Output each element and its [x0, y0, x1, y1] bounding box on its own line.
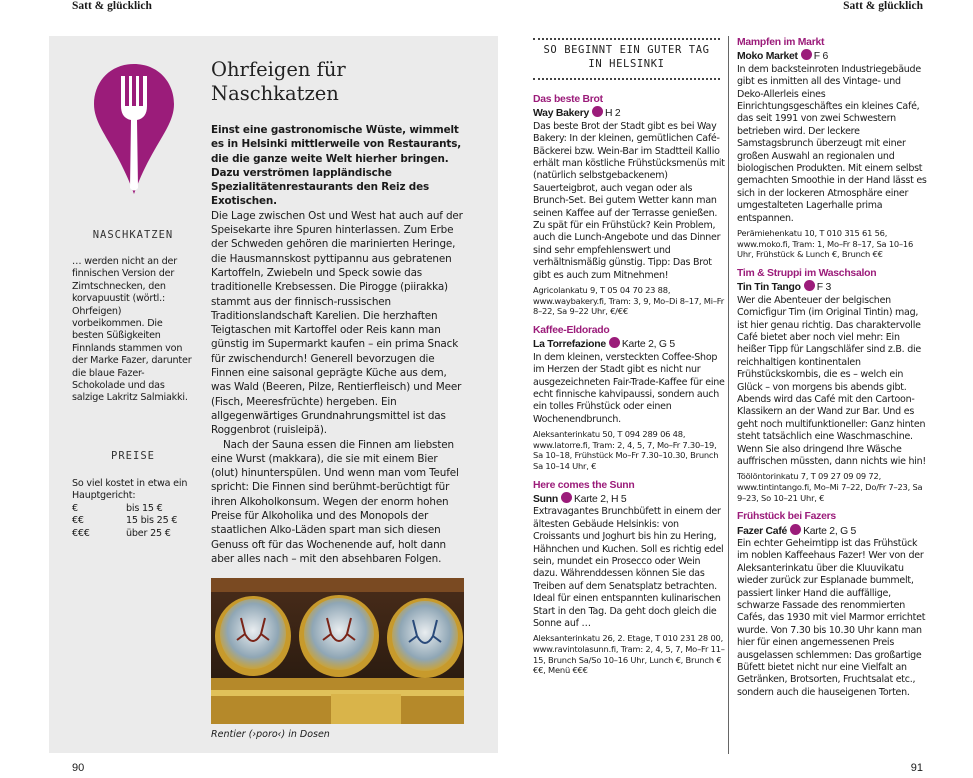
- entry-name-line: [737, 49, 930, 63]
- price-symbol: €€: [72, 515, 84, 527]
- entry-map-ref: H 2: [605, 108, 621, 120]
- title-line: Naschkatzen: [211, 82, 339, 105]
- entry-name-line: [737, 280, 930, 294]
- entry-address: Töölöntorinkatu 7, T 09 27 09 09 72, www.tintintango.fi, Mo–Mi 7–22, Do/Fr 7–23, Sa 9–23, So 10–21 Uhr, €: [737, 471, 923, 503]
- column-divider: [728, 36, 729, 754]
- entry-heading: Here comes the Sunn: [533, 479, 635, 491]
- location-pin-icon: [804, 280, 815, 291]
- entry-text: In dem kleinen, versteckten Coffee-Shop im Herzen der Stadt gibt es nicht nur ausgezeichneten Fair-Trade-Kaffee für eine echt finnische kahvipaussi, sondern auch ein tolles Frühstück oder einen Wochenendbrunch.: [533, 351, 725, 425]
- entry: [737, 511, 930, 699]
- entry-name: Sunn: [533, 493, 558, 505]
- location-pin-icon: [561, 492, 572, 503]
- naschkatzen-heading: NASCHKATZEN: [92, 229, 174, 241]
- entry: [533, 480, 726, 676]
- entry-heading: Frühstück bei Fazers: [737, 511, 836, 523]
- entry-address: Perämiehenkatu 10, T 010 315 61 56, www.moko.fi, Tram: 1, Mo–Fr 8–17, Sa 10–16 Uhr, Frühstück & Lunch €, Brunch €€: [737, 228, 914, 260]
- entry-heading: Mampfen im Markt: [737, 37, 825, 48]
- running-head-right: Satt & glücklich: [843, 0, 923, 12]
- price-row: [72, 503, 194, 515]
- article-lead: Einst eine gastronomische Wüste, wimmelt es in Helsinki mittlerweile von Restaurants, die die ganze weite Welt hierher bringen. Dazu verströmen lappländische Spezialitätenrestaurants den Reiz des Exotischen.: [211, 124, 462, 208]
- entry-name-line: [533, 337, 726, 351]
- entry-map-ref: Karte 2, G 5: [803, 525, 857, 537]
- title-line: Ohrfeigen für: [211, 58, 346, 81]
- preise-block: [72, 478, 194, 540]
- column-right: [737, 37, 930, 699]
- price-row: [72, 515, 194, 527]
- entry: [737, 37, 930, 260]
- price-value: über 25 €: [126, 527, 171, 539]
- entry-heading: Tim & Struppi im Waschsalon: [737, 267, 877, 279]
- price-value: bis 15 €: [126, 502, 163, 514]
- heading-rule-top: [533, 38, 720, 40]
- tag-heading-line: SO BEGINNT EIN GUTER TAG: [543, 44, 710, 56]
- entry-text: Extravagantes Brunchbüfett in einem der ältesten Gebäude Helsinkis: von Croissants und Joghurt bis hin zu Hering, Hähnchen und Kuchen. Soll es richtig edel sein, mundet ein Prosecco oder Wein dazu. Währenddessen können Sie das Treiben auf dem Senatsplatz betrachten. Ideal für einen entspannten kulinarischen Start in den Tag. Da geht doch gleich die Sonne auf …: [533, 506, 724, 629]
- location-pin-icon: [801, 49, 812, 60]
- entry-address: Aleksanterinkatu 50, T 094 289 06 48, www.latorre.fi, Tram: 2, 4, 5, 7, Mo–Fr 7.30–19, Sa 10–18, Frühstück Mo–Fr 7.30–10.30, Brunch Sa 10–14 Uhr, €: [533, 429, 719, 471]
- entry-name: Way Bakery: [533, 108, 590, 120]
- entry-name: Tin Tin Tango: [737, 282, 801, 294]
- entry-text: Das beste Brot der Stadt gibt es bei Way Bakery: In der kleinen, gemütlichen Café-Bäckerei bzw. Wein-Bar im Stadtteil Kallio erhält man köstliche Frühstücksmenüs mit (natürlich selbstgebackenem) Sauerteigbrot, auch vegan oder als Brunch-Set. Bei gutem Wetter kann man seinen Kaffee auf der Terrasse genießen. Zu spät für ein Frühstück? Kein Problem, auch die Lunch-Angebote und das Dinner sind sehr empfehlenswert und verhältnismäßig günstig. Tipp: Das Brot gibt es auch zum Mitnehmen!: [533, 120, 725, 281]
- entry-text: In dem backsteinroten Industriegebäude gibt es inmitten all des Vintage- und Deko-Allerleis eines Einrichtungsgeschäftes ein kleines Café, das seit 1991 von zwei Schwestern betrieben wird. Der leckere Samstagsbrunch überzeugt mit einer großen Auswahl an regionalen und biologischen Produkten. Mit einem selbst gemachten Smoothie in der Hand lässt es sich in der lockeren Atmosphäre einer umgestalteten Lagerhalle prima entspannen.: [737, 63, 927, 224]
- photo-caption: Rentier (›poro‹) in Dosen: [211, 729, 330, 740]
- entry-name: Fazer Café: [737, 525, 788, 537]
- entry-heading: Das beste Brot: [533, 94, 603, 105]
- article-body: [211, 123, 467, 566]
- location-pin-icon: [609, 337, 620, 348]
- page-number-right: 91: [910, 762, 923, 774]
- page-number-left: 90: [72, 762, 85, 774]
- price-value: 15 bis 25 €: [126, 515, 178, 527]
- entry-text: Ein echter Geheimtipp ist das Frühstück im noblen Kaffeehaus Fazer! Wer von der Aleksanterinkatu über die Kluuvikatu wieder zurück zur Esplanade bummelt, passiert linker Hand die auffällige, schwarze Fassade des renommierten Cafés, das 1930 mit viel Marmor errichtet wurde. Von 7.30 bis 10.30 Uhr kann man hier für einen angemessenen Preis ausgelassen schlemmen: Das großartige Büfett bietet nicht nur eine Vielfalt an Getränken, Brotsorten, Fruchtsalat etc., sondern auch die hauseigenen Torten.: [737, 537, 926, 698]
- entry-name-line: [533, 492, 726, 506]
- entry-map-ref: F 6: [813, 51, 829, 63]
- entry: [533, 325, 726, 472]
- article-paragraph: Nach der Sauna essen die Finnen am liebsten eine Wurst (makkara), die sie mit einem Bier (olut) hinunterspülen. Und wenn man vom Teufel spricht: Die Finnen sind berühmt-berüchtigt für ihren Alkoholkonsum. Wegen der enorm hohen Preise für Alkoholika und des Monopols der staatlichen Alko-Läden spart man sich diesen Genuss oft für das Wochenende auf, holt dann aber alles nach – mit den absehbaren Folgen.: [211, 438, 459, 565]
- entry-name-line: [737, 524, 930, 538]
- entry: [737, 268, 930, 503]
- column-left: [533, 94, 726, 676]
- price-row: [72, 528, 194, 540]
- entry-name-line: [533, 106, 726, 120]
- entry-heading: Kaffee-Eldorado: [533, 324, 610, 336]
- entry: [533, 94, 726, 317]
- entry-map-ref: F 3: [816, 282, 831, 294]
- preise-heading: PREISE: [111, 450, 155, 462]
- preise-intro: So viel kostet in etwa ein Hauptgericht:: [72, 478, 188, 502]
- naschkatzen-text: [72, 256, 194, 405]
- tag-heading: [533, 43, 720, 71]
- fork-pin-icon: [92, 62, 176, 198]
- entry-address: Agricolankatu 9, T 05 04 70 23 88, www.waybakery.fi, Tram: 3, 9, Mo–Di 8–17, Mi–Fr 8–22, Sa 9–22 Uhr, €/€€: [533, 285, 724, 317]
- location-pin-icon: [592, 106, 603, 117]
- entry-map-ref: Karte 2, H 5: [573, 493, 627, 505]
- entry-map-ref: Karte 2, G 5: [621, 339, 675, 351]
- heading-rule-bottom: [533, 78, 720, 80]
- price-symbol: €€€: [72, 527, 90, 539]
- naschkatzen-body: … werden nicht an der finnischen Version der Zimtschnecken, den korvapuustit (wörtl.: Ohrfeigen) vorbeikommen. Die besten Süßigkeiten Finnlands stammen von der Marke Fazer, darunter die blaue Fazer-Schokolade und das salzige Lakritz Salmiakki.: [72, 256, 192, 404]
- entry-name: Moko Market: [737, 51, 798, 63]
- reindeer-cans-photo: [211, 578, 464, 724]
- price-symbol: €: [72, 502, 78, 514]
- tag-heading-line: IN HELSINKI: [588, 58, 665, 70]
- article-paragraph: Die Lage zwischen Ost und West hat auch auf der Speisekarte ihre Spuren hinterlassen. Zum Erbe der Schweden gehören die marinierten Heringe, die Hausmannskost pyttipannu aus gebratenen Kartoffeln, Zwiebeln und Speck sowie das traditionelle Krebsessen. Die Pirogge (piirakka) stammt aus der finnisch-russischen Traditionslandschaft Karelien. Die herzhaften Teigtaschen mit Kartoffel oder Reis kann man günstig im Supermarkt kaufen – ein prima Snack für zwischendurch! Generell bevorzugen die Finnen eine saisonal geprägte Küche aus dem, was Wald (Beeren, Pilze, Rentierfleisch) und Meer (Fisch, Meeresfrüchte) hergeben. Ein allgegenwärtiges Grundnahrungsmittel ist das Roggenbrot (ruisleipä).: [211, 209, 463, 437]
- entry-text: Wer die Abenteuer der belgischen Comicfigur Tim (im Original Tintin) mag, ist hier genau richtig. Das charaktervolle Café bietet aber noch viel mehr: Ein heißer Tipp für Langschläfer sind z.B. die reichhaltigen kontinentalen Frühstückskombis, die es – welch ein Glück – von morgens bis abends gibt. Abends wird das Café mit den Cartoon-Klassikern an der Wand zur Bar. Und es geht noch multifunktioneller: Ganz hinten steht tatsächlich eine Waschmaschine. Wenn Sie also dringend Ihre Wäsche auffrischen müssten, dann nichts wie hin!: [737, 294, 926, 467]
- article-title: [211, 58, 346, 106]
- entry-name: La Torrefazione: [533, 339, 606, 351]
- running-head-left: Satt & glücklich: [72, 0, 152, 12]
- location-pin-icon: [790, 524, 801, 535]
- entry-address: Aleksanterinkatu 26, 2. Etage, T 010 231 28 00, www.ravintolasunn.fi, Tram: 2, 4, 5, 7, Mo–Fr 11–15, Brunch Sa/So 10–16 Uhr, Lunch €, Brunch €€€, Menü €€€: [533, 633, 725, 676]
